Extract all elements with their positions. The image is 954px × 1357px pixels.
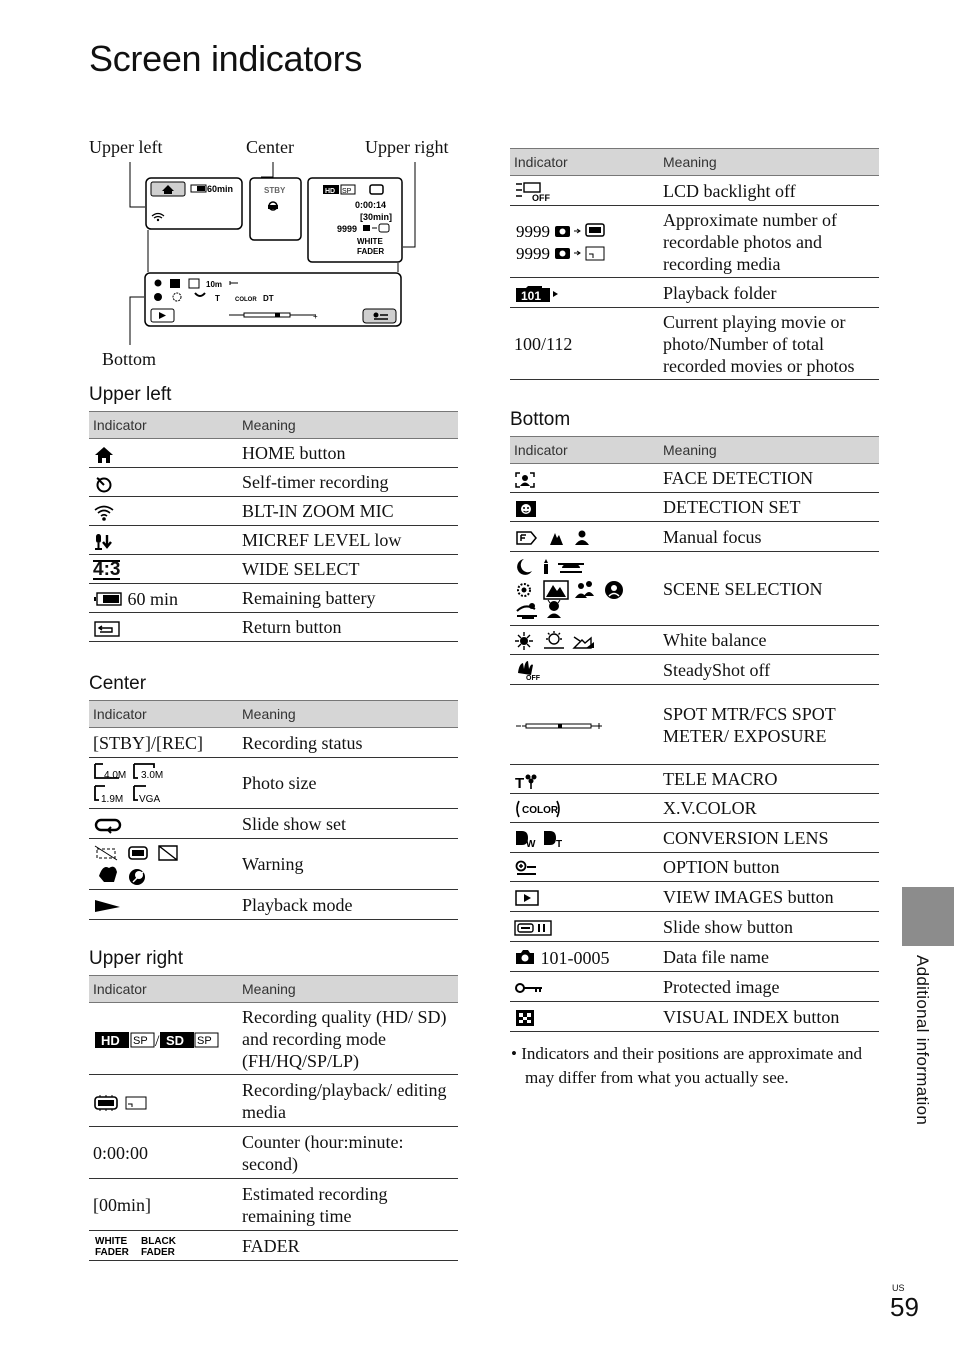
meaning-cell: BLT-IN ZOOM MIC	[238, 497, 458, 526]
self-timer-icon	[93, 475, 115, 493]
section-tab-label: Additional information	[913, 955, 932, 1126]
svg-text:FADER: FADER	[95, 1246, 129, 1258]
diagram-label-center: Center	[246, 137, 294, 157]
svg-text:DT: DT	[263, 294, 274, 303]
meaning-cell: Return button	[238, 613, 458, 642]
warning-icon	[93, 842, 183, 886]
bottom-heading: Bottom	[510, 409, 571, 430]
meaning-cell: Manual focus	[659, 522, 879, 552]
center-table	[89, 700, 458, 920]
battery-icon	[93, 590, 123, 608]
upper-right-table	[89, 975, 458, 1261]
table-row	[89, 1231, 458, 1261]
table-row	[89, 839, 458, 890]
table-row	[510, 942, 879, 972]
micref-level-icon	[93, 533, 115, 551]
tele-macro-icon	[514, 772, 540, 790]
center-section	[89, 673, 458, 920]
table-row	[89, 497, 458, 526]
diagram-label-upper-left: Upper left	[89, 137, 163, 157]
xv-color-icon	[514, 799, 562, 819]
indicator-cell: 0:00:00	[89, 1127, 238, 1179]
diagram-label-bottom: Bottom	[102, 349, 157, 369]
table-row	[510, 685, 879, 765]
svg-text:SP: SP	[133, 1034, 148, 1047]
meaning-cell: LCD backlight off	[659, 176, 879, 206]
table-row	[89, 1075, 458, 1127]
svg-text:HD: HD	[325, 188, 336, 195]
meaning-cell: Self-timer recording	[238, 468, 458, 497]
steadyshot-off-icon	[514, 659, 544, 681]
table-row	[89, 468, 458, 497]
column-header-meaning: Meaning	[238, 976, 458, 1003]
home-icon	[93, 446, 115, 464]
zoom-mic-icon	[93, 504, 115, 522]
column-header-meaning: Meaning	[238, 412, 458, 439]
table-row	[510, 278, 879, 308]
svg-text:9999: 9999	[337, 224, 358, 234]
screen-indicator-diagram	[89, 133, 464, 378]
playback-mode-icon	[93, 897, 123, 915]
upper-right-continued-table	[510, 148, 879, 380]
table-row	[510, 176, 879, 206]
column-header-indicator: Indicator	[510, 437, 659, 464]
bottom-section	[510, 409, 879, 1032]
column-header-indicator: Indicator	[510, 149, 659, 176]
svg-text:SP: SP	[197, 1034, 212, 1047]
face-detection-icon	[514, 471, 536, 489]
wide-select-icon: 4:3	[93, 559, 121, 581]
meaning-cell: Approximate number of recordable photos and recording media	[659, 206, 879, 278]
svg-text:BLACK: BLACK	[141, 1235, 176, 1247]
meaning-cell: Playback folder	[659, 278, 879, 308]
meaning-cell: Estimated recording remaining time	[238, 1179, 458, 1231]
slide-show-set-icon	[93, 816, 123, 834]
table-row	[510, 823, 879, 853]
svg-text:9999: 9999	[516, 243, 550, 263]
table-row	[510, 912, 879, 942]
svg-text:COLOR: COLOR	[522, 805, 559, 817]
upper-right-continued-section	[510, 148, 879, 380]
photo-count-icon	[514, 221, 614, 263]
svg-text:60min: 60min	[207, 184, 234, 194]
return-icon	[93, 620, 121, 638]
svg-text:T: T	[556, 838, 563, 849]
visual-index-icon	[514, 1009, 536, 1027]
page-number: 59	[890, 1292, 919, 1322]
meaning-cell: Warning	[238, 839, 458, 890]
playback-folder-icon	[514, 284, 564, 304]
upper-left-section	[89, 384, 458, 642]
svg-text:4.0M: 4.0M	[104, 770, 127, 781]
recording-quality-icon	[93, 1030, 219, 1050]
svg-text:9999: 9999	[516, 221, 550, 241]
upper-left-table	[89, 411, 458, 642]
meaning-cell: HOME button	[238, 439, 458, 468]
meaning-cell: FACE DETECTION	[659, 464, 879, 493]
table-row	[510, 552, 879, 626]
column-header-meaning: Meaning	[659, 437, 879, 464]
svg-text:VGA: VGA	[139, 794, 161, 804]
meaning-cell: Photo size	[238, 758, 458, 809]
upper-right-heading: Upper right	[89, 948, 183, 969]
meaning-cell: Playback mode	[238, 890, 458, 920]
svg-text:10m: 10m	[206, 280, 223, 289]
meaning-cell: Recording quality (HD/ SD) and recording mode (FH/HQ/SP/LP)	[238, 1003, 458, 1075]
camera-icon	[514, 948, 536, 966]
center-heading: Center	[89, 673, 147, 694]
table-row	[89, 613, 458, 642]
table-row	[89, 526, 458, 555]
table-row	[89, 1003, 458, 1075]
section-tab	[902, 887, 954, 946]
meaning-cell: Slide show button	[659, 912, 879, 942]
table-row	[510, 522, 879, 552]
meaning-cell: FADER	[238, 1231, 458, 1261]
table-row	[510, 655, 879, 685]
fader-icon	[93, 1234, 193, 1258]
svg-text:1.9M: 1.9M	[101, 794, 124, 804]
meaning-cell: Counter (hour:minute: second)	[238, 1127, 458, 1179]
table-row	[89, 728, 458, 758]
protect-key-icon	[514, 979, 544, 997]
upper-left-heading: Upper left	[89, 384, 172, 405]
column-header-indicator: Indicator	[89, 976, 238, 1003]
meaning-cell: Slide show set	[238, 809, 458, 839]
page-title: Screen indicators	[89, 38, 363, 79]
page-region-code: US	[892, 1283, 905, 1293]
meaning-cell: SCENE SELECTION	[659, 552, 879, 626]
upper-right-section	[89, 948, 458, 1261]
meaning-cell: Current playing movie or photo/Number of total recorded movies or photos	[659, 308, 879, 380]
photo-size-icon	[93, 762, 173, 804]
svg-text:HD: HD	[101, 1032, 120, 1048]
svg-text:T: T	[215, 294, 220, 303]
view-images-icon	[514, 889, 540, 907]
meaning-cell: MICREF LEVEL low	[238, 526, 458, 555]
table-row	[510, 1002, 879, 1032]
table-row	[510, 972, 879, 1002]
table-row	[510, 493, 879, 522]
meaning-cell: DETECTION SET	[659, 493, 879, 522]
svg-text:OFF: OFF	[526, 675, 540, 682]
svg-text:0:00:14: 0:00:14	[355, 200, 387, 210]
table-row	[510, 308, 879, 380]
indicator-cell: [00min]	[89, 1179, 238, 1231]
white-balance-icon	[514, 631, 604, 651]
battery-text: 60 min	[127, 588, 179, 609]
meaning-cell: SteadyShot off	[659, 655, 879, 685]
table-row	[510, 206, 879, 278]
recording-media-icon	[93, 1093, 153, 1111]
table-row	[89, 584, 458, 613]
meaning-cell: WIDE SELECT	[238, 555, 458, 584]
spot-meter-icon	[514, 719, 604, 733]
table-row	[510, 853, 879, 882]
svg-text:[30min]: [30min]	[360, 212, 393, 222]
column-header-indicator: Indicator	[89, 701, 238, 728]
svg-text:WHITE: WHITE	[95, 1235, 128, 1247]
svg-text:OFF: OFF	[532, 193, 550, 203]
option-button-icon	[514, 860, 538, 878]
meaning-cell: Recording/playback/ editing media	[238, 1075, 458, 1127]
table-row	[89, 809, 458, 839]
meaning-cell: VISUAL INDEX button	[659, 1002, 879, 1032]
slide-show-button-icon	[514, 919, 552, 937]
table-row	[510, 626, 879, 655]
table-row	[89, 758, 458, 809]
svg-text:T: T	[515, 774, 525, 790]
detection-set-icon	[514, 500, 538, 518]
svg-text:WHITE: WHITE	[357, 237, 383, 246]
column-header-meaning: Meaning	[238, 701, 458, 728]
meaning-cell: TELE MACRO	[659, 765, 879, 794]
meaning-cell: Data file name	[659, 942, 879, 972]
svg-text:FADER: FADER	[357, 247, 385, 256]
conversion-lens-icon	[514, 829, 570, 849]
svg-text:/: /	[155, 1032, 160, 1050]
svg-text:SP: SP	[342, 188, 352, 195]
table-row	[89, 1179, 458, 1231]
diagram-label-upper-right: Upper right	[365, 137, 449, 157]
svg-text:FADER: FADER	[141, 1246, 175, 1258]
column-header-meaning: Meaning	[659, 149, 879, 176]
indicator-cell: 100/112	[510, 308, 659, 380]
svg-text:101: 101	[521, 288, 542, 303]
svg-text:SD: SD	[166, 1032, 185, 1048]
footnote: • Indicators and their positions are approximate and may differ from what you actually see.	[511, 1044, 863, 1087]
lcd-screen-drawing	[89, 133, 464, 378]
footnote-text: Indicators and their positions are approximate and may differ from what you actually see.	[521, 1044, 863, 1087]
meaning-cell: OPTION button	[659, 853, 879, 882]
table-row	[89, 890, 458, 920]
column-header-indicator: Indicator	[89, 412, 238, 439]
svg-text:W: W	[526, 838, 536, 849]
lcd-backlight-off-icon	[514, 180, 554, 202]
data-file-name-text: 101-0005	[540, 947, 610, 968]
meaning-cell: Remaining battery	[238, 584, 458, 613]
table-row	[89, 1127, 458, 1179]
svg-text:STBY: STBY	[264, 186, 286, 195]
svg-text:COLOR: COLOR	[235, 297, 257, 303]
indicator-cell: [STBY]/[REC]	[89, 728, 238, 758]
table-row	[510, 794, 879, 823]
table-row	[510, 882, 879, 912]
meaning-cell: SPOT MTR/FCS SPOT METER/ EXPOSURE	[659, 685, 879, 765]
svg-text:3.0M: 3.0M	[141, 770, 164, 781]
meaning-cell: CONVERSION LENS	[659, 823, 879, 853]
meaning-cell: Protected image	[659, 972, 879, 1002]
table-row	[89, 555, 458, 584]
table-row	[510, 765, 879, 794]
meaning-cell: White balance	[659, 626, 879, 655]
table-row	[89, 439, 458, 468]
svg-text:+: +	[313, 312, 318, 321]
manual-focus-icon	[514, 528, 594, 548]
meaning-cell: X.V.COLOR	[659, 794, 879, 823]
bottom-table	[510, 436, 879, 1032]
table-row	[510, 464, 879, 493]
meaning-cell: VIEW IMAGES button	[659, 882, 879, 912]
meaning-cell: Recording status	[238, 728, 458, 758]
scene-selection-icon	[514, 556, 634, 622]
